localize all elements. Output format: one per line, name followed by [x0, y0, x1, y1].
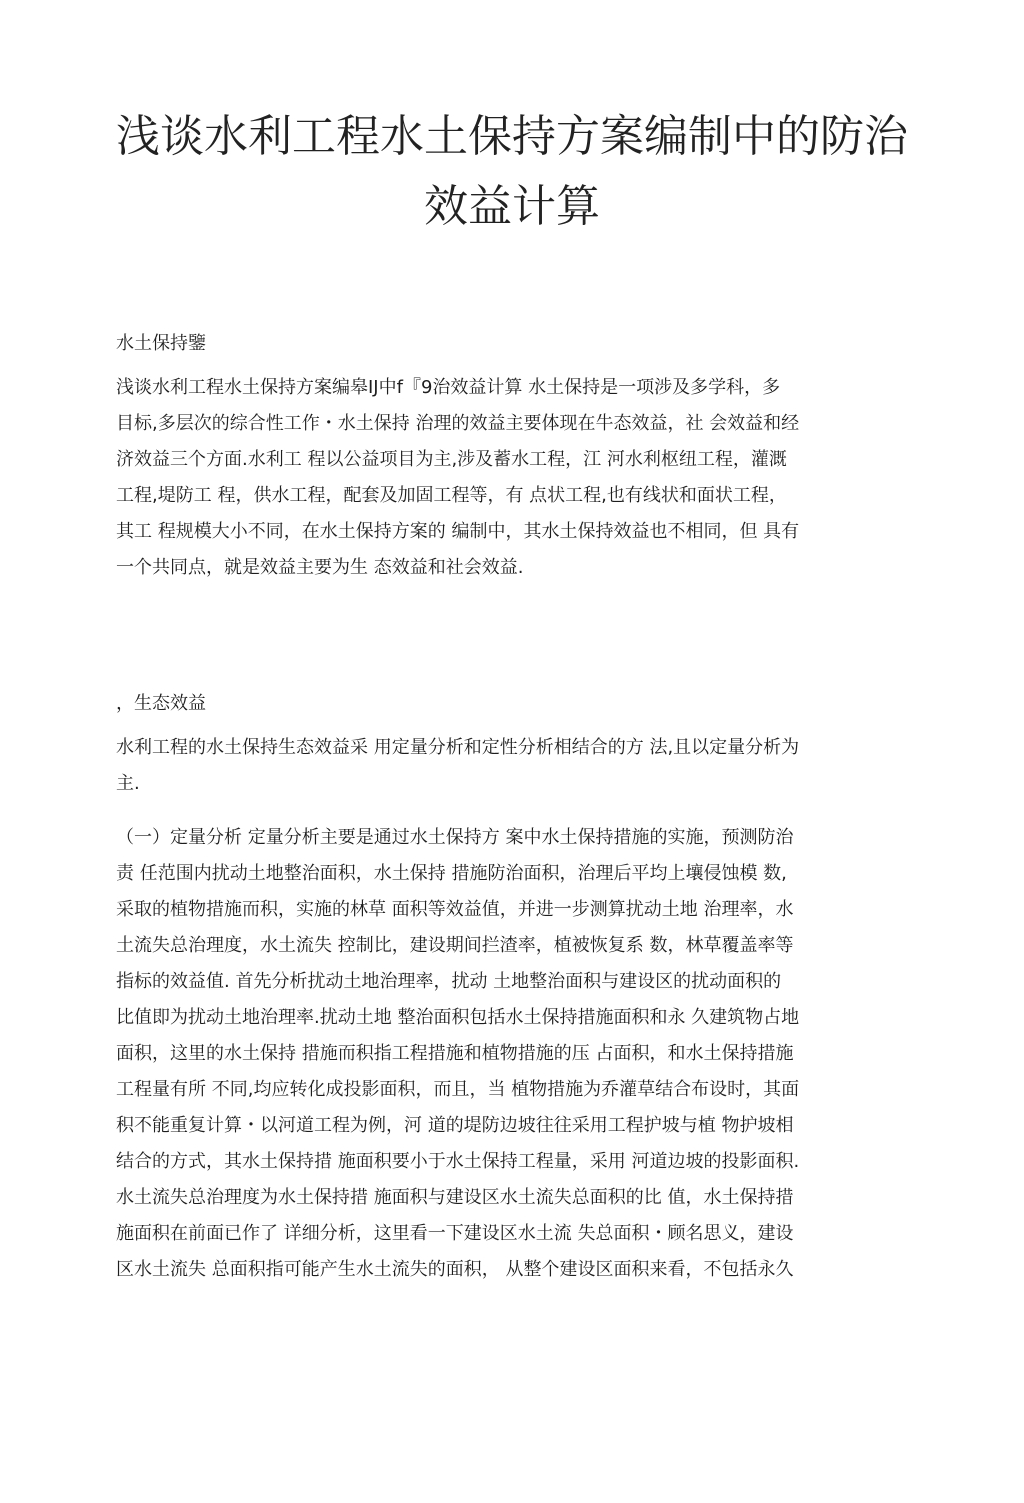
section-heading-text: ，生态效益 [116, 693, 206, 714]
analysis-line: 结合的方式，其水土保持措 施面积要小于水土保持工程量，采用 河道边坡的投影面积. [116, 1151, 800, 1172]
intro-line: 济效益三个方面.水利工 程以公益项目为主,涉及蓄水工程，江 河水利枢纽工程，灌溉 [116, 449, 787, 470]
analysis-line: 采取的植物措施而积，实施的林草 面积等效益值，并进一步测算扰动土地 治理率，水 [116, 899, 794, 920]
analysis-line: （一）定量分析 定量分析主要是通过水土保持方 案中水土保持措施的实施，预测防治 [116, 827, 794, 848]
analysis-line: 施面积在前面已作了 详细分析，这里看一下建设区水土流 失总面积・顾名思义，建设 [116, 1223, 794, 1244]
analysis-line: 比值即为扰动土地治理率.扰动土地 整治面积包括水土保持措施面积和永 久建筑物占地 [116, 1007, 800, 1028]
analysis-line: 工程量有所 不同,均应转化成投影面积，而且，当 植物措施为乔灌草结合布设时，其面 [116, 1079, 800, 1100]
document-title-line-1: 浅谈水利工程水土保持方案编制中的防治 [116, 111, 908, 162]
section-line: 水利工程的水土保持生态效益采 用定量分析和定性分析相结合的方 法,且以定量分析为 [116, 737, 800, 758]
intro-line: 其工 程规模大小不同，在水土保持方案的 编制中，其水土保持效益也不相同，但 具有 [116, 521, 800, 542]
analysis-line: 责 任范围内扰动土地整治面积，水土保持 措施防治面积，治理后平均上壤侵蚀模 数, [116, 863, 787, 884]
intro-line: 目标,多层次的综合性工作・水土保持 治理的效益主要体现在牛态效益，社 会效益和经 [116, 413, 800, 434]
intro-line: 浅谈水利工程水土保持方案编皋IJ中f『9治效益计算 水土保持是一项涉及多学科，多 [116, 377, 781, 398]
intro-paragraph [116, 370, 906, 586]
keywords-line [116, 326, 906, 362]
analysis-line: 区水土流失 总面积指可能产生水土流失的面积， 从整个建设区面积来看，不包括永久 [116, 1259, 794, 1280]
document-title-line-2: 效益计算 [424, 181, 600, 232]
section-paragraph [116, 730, 906, 802]
analysis-paragraph [116, 820, 906, 1288]
intro-line: 一个共同点，就是效益主要为生 态效益和社会效益. [116, 557, 524, 578]
section-heading [116, 686, 906, 722]
intro-line: 工程,堤防工 程，供水工程，配套及加固工程等，有 点状工程,也有线状和面状工程， [116, 485, 787, 506]
analysis-line: 土流失总治理度，水土流失 控制比，建设期间拦渣率，植被恢复系 数，林草覆盖率等 [116, 935, 794, 956]
analysis-line: 积不能重复计算・以河道工程为例，河 道的堤防边坡往往采用工程护坡与植 物护坡相 [116, 1115, 794, 1136]
section-line: 主. [116, 773, 140, 794]
analysis-line: 指标的效益值. 首先分析扰动土地治理率，扰动 土地整治面积与建设区的扰动面积的 [116, 971, 782, 992]
keywords-text: 水土保持鑒 [116, 333, 206, 354]
analysis-line: 水土流失总治理度为水土保持措 施面积与建设区水土流失总面积的比 值，水土保持措 [116, 1187, 794, 1208]
analysis-line: 面积，这里的水土保持 措施而积指工程措施和植物措施的压 占面积，和水土保持措施 [116, 1043, 794, 1064]
